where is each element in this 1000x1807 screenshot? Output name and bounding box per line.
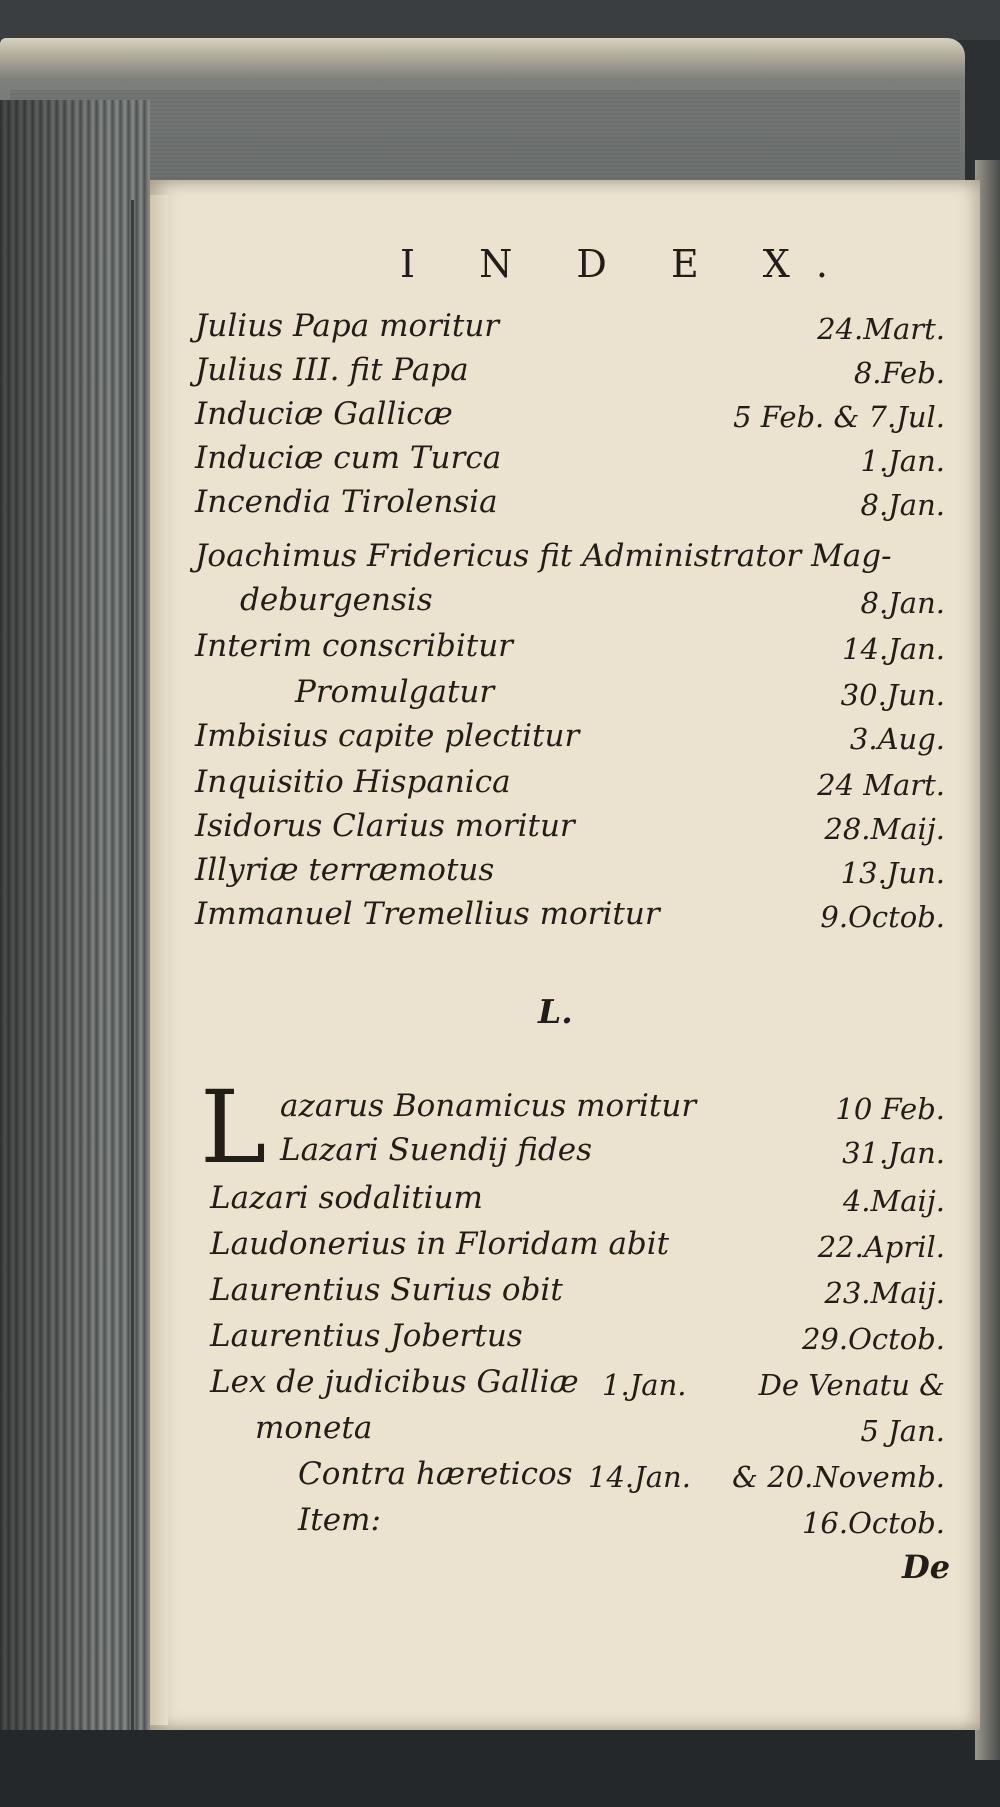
index-entry-text: Interim conscribitur: [195, 628, 513, 664]
index-entry-ref: 22.April.: [817, 1230, 945, 1264]
index-entry-text: Immanuel Tremellius moritur: [195, 896, 660, 932]
book-top-page-lines: [10, 90, 960, 180]
index-entry-ref: 4.Maij.: [842, 1184, 945, 1218]
drop-cap-letter: L: [200, 1069, 267, 1186]
index-entry-text: Illyriæ terræmotus: [195, 852, 495, 888]
index-entry-ref: 14.Jan.: [588, 1460, 691, 1494]
index-entry-ref: 31.Jan.: [842, 1136, 945, 1170]
index-entry-ref: & 20.Novemb.: [732, 1460, 945, 1494]
index-entry-text: Julius III. fit Papa: [195, 352, 469, 388]
page-gutter-shade: [150, 195, 168, 1725]
index-entry-ref: 14.Jan.: [842, 632, 945, 666]
index-entry-text: Laurentius Jobertus: [210, 1318, 523, 1354]
index-entry-ref: 8.Jan.: [860, 586, 945, 620]
index-entry-ref: 23.Maij.: [824, 1276, 945, 1310]
catchword: De: [902, 1548, 951, 1586]
book-page-edges-shade: [0, 100, 150, 1730]
index-entry-ref: 10 Feb.: [835, 1092, 945, 1126]
index-entry-text: Imbisius capite plectitur: [195, 718, 580, 754]
index-entry-ref: 24 Mart.: [817, 768, 945, 802]
index-entry-text: Contra hæreticos: [298, 1456, 573, 1492]
index-entry-text: moneta: [255, 1410, 373, 1446]
index-entry-ref: 28.Maij.: [824, 812, 945, 846]
index-entry-text: deburgensis: [240, 582, 433, 618]
index-entry-text: Isidorus Clarius moritur: [195, 808, 575, 844]
index-entry-ref: 8.Jan.: [860, 488, 945, 522]
index-entry-text: Laurentius Surius obit: [210, 1272, 563, 1308]
index-entry-ref: 24.Mart.: [817, 312, 945, 346]
index-entry-ref: 30.Jun.: [840, 678, 945, 712]
section-letter: L.: [538, 992, 573, 1031]
index-entry-text: Lazari Suendij fides: [280, 1132, 592, 1168]
index-entry-text: Incendia Tirolensia: [195, 484, 498, 520]
index-entry-ref: 3.Aug.: [849, 722, 945, 756]
index-entry-ref: 16.Octob.: [801, 1506, 945, 1540]
index-entry-text: Induciæ Gallicæ: [195, 396, 453, 432]
index-entry-text: Laudonerius in Floridam abit: [210, 1226, 670, 1262]
index-entry-text: Promulgatur: [295, 674, 495, 710]
index-entry-text: Induciæ cum Turca: [195, 440, 502, 476]
index-entry-ref: 5 Jan.: [860, 1414, 945, 1448]
index-entry-text: Joachimus Fridericus fit Administrator Mag-: [195, 538, 892, 574]
page-heading: I N D E X.: [400, 242, 854, 286]
background-bottom: [0, 1720, 1000, 1807]
index-entry-ref: 9.Octob.: [820, 900, 945, 934]
background-top: [0, 0, 1000, 40]
index-entry-ref: De Venatu &: [758, 1368, 945, 1402]
index-entry-text: Lazari sodalitium: [210, 1180, 483, 1216]
index-entry-ref: 5 Feb. & 7.Jul.: [733, 400, 945, 434]
index-entry-ref: 8.Feb.: [853, 356, 945, 390]
index-entry-ref: 1.Jan.: [602, 1368, 687, 1402]
index-entry-text: Lex de judicibus Galliæ: [210, 1364, 579, 1400]
index-entry-text: Julius Papa moritur: [195, 308, 500, 344]
page-edge-divider: [131, 200, 134, 1730]
index-entry-text: azarus Bonamicus moritur: [280, 1088, 697, 1124]
index-entry-ref: 13.Jun.: [840, 856, 945, 890]
index-entry-ref: 1.Jan.: [860, 444, 945, 478]
index-entry-ref: 29.Octob.: [801, 1322, 945, 1356]
index-entry-text: Item:: [298, 1502, 381, 1538]
index-entry-text: Inquisitio Hispanica: [195, 764, 511, 800]
